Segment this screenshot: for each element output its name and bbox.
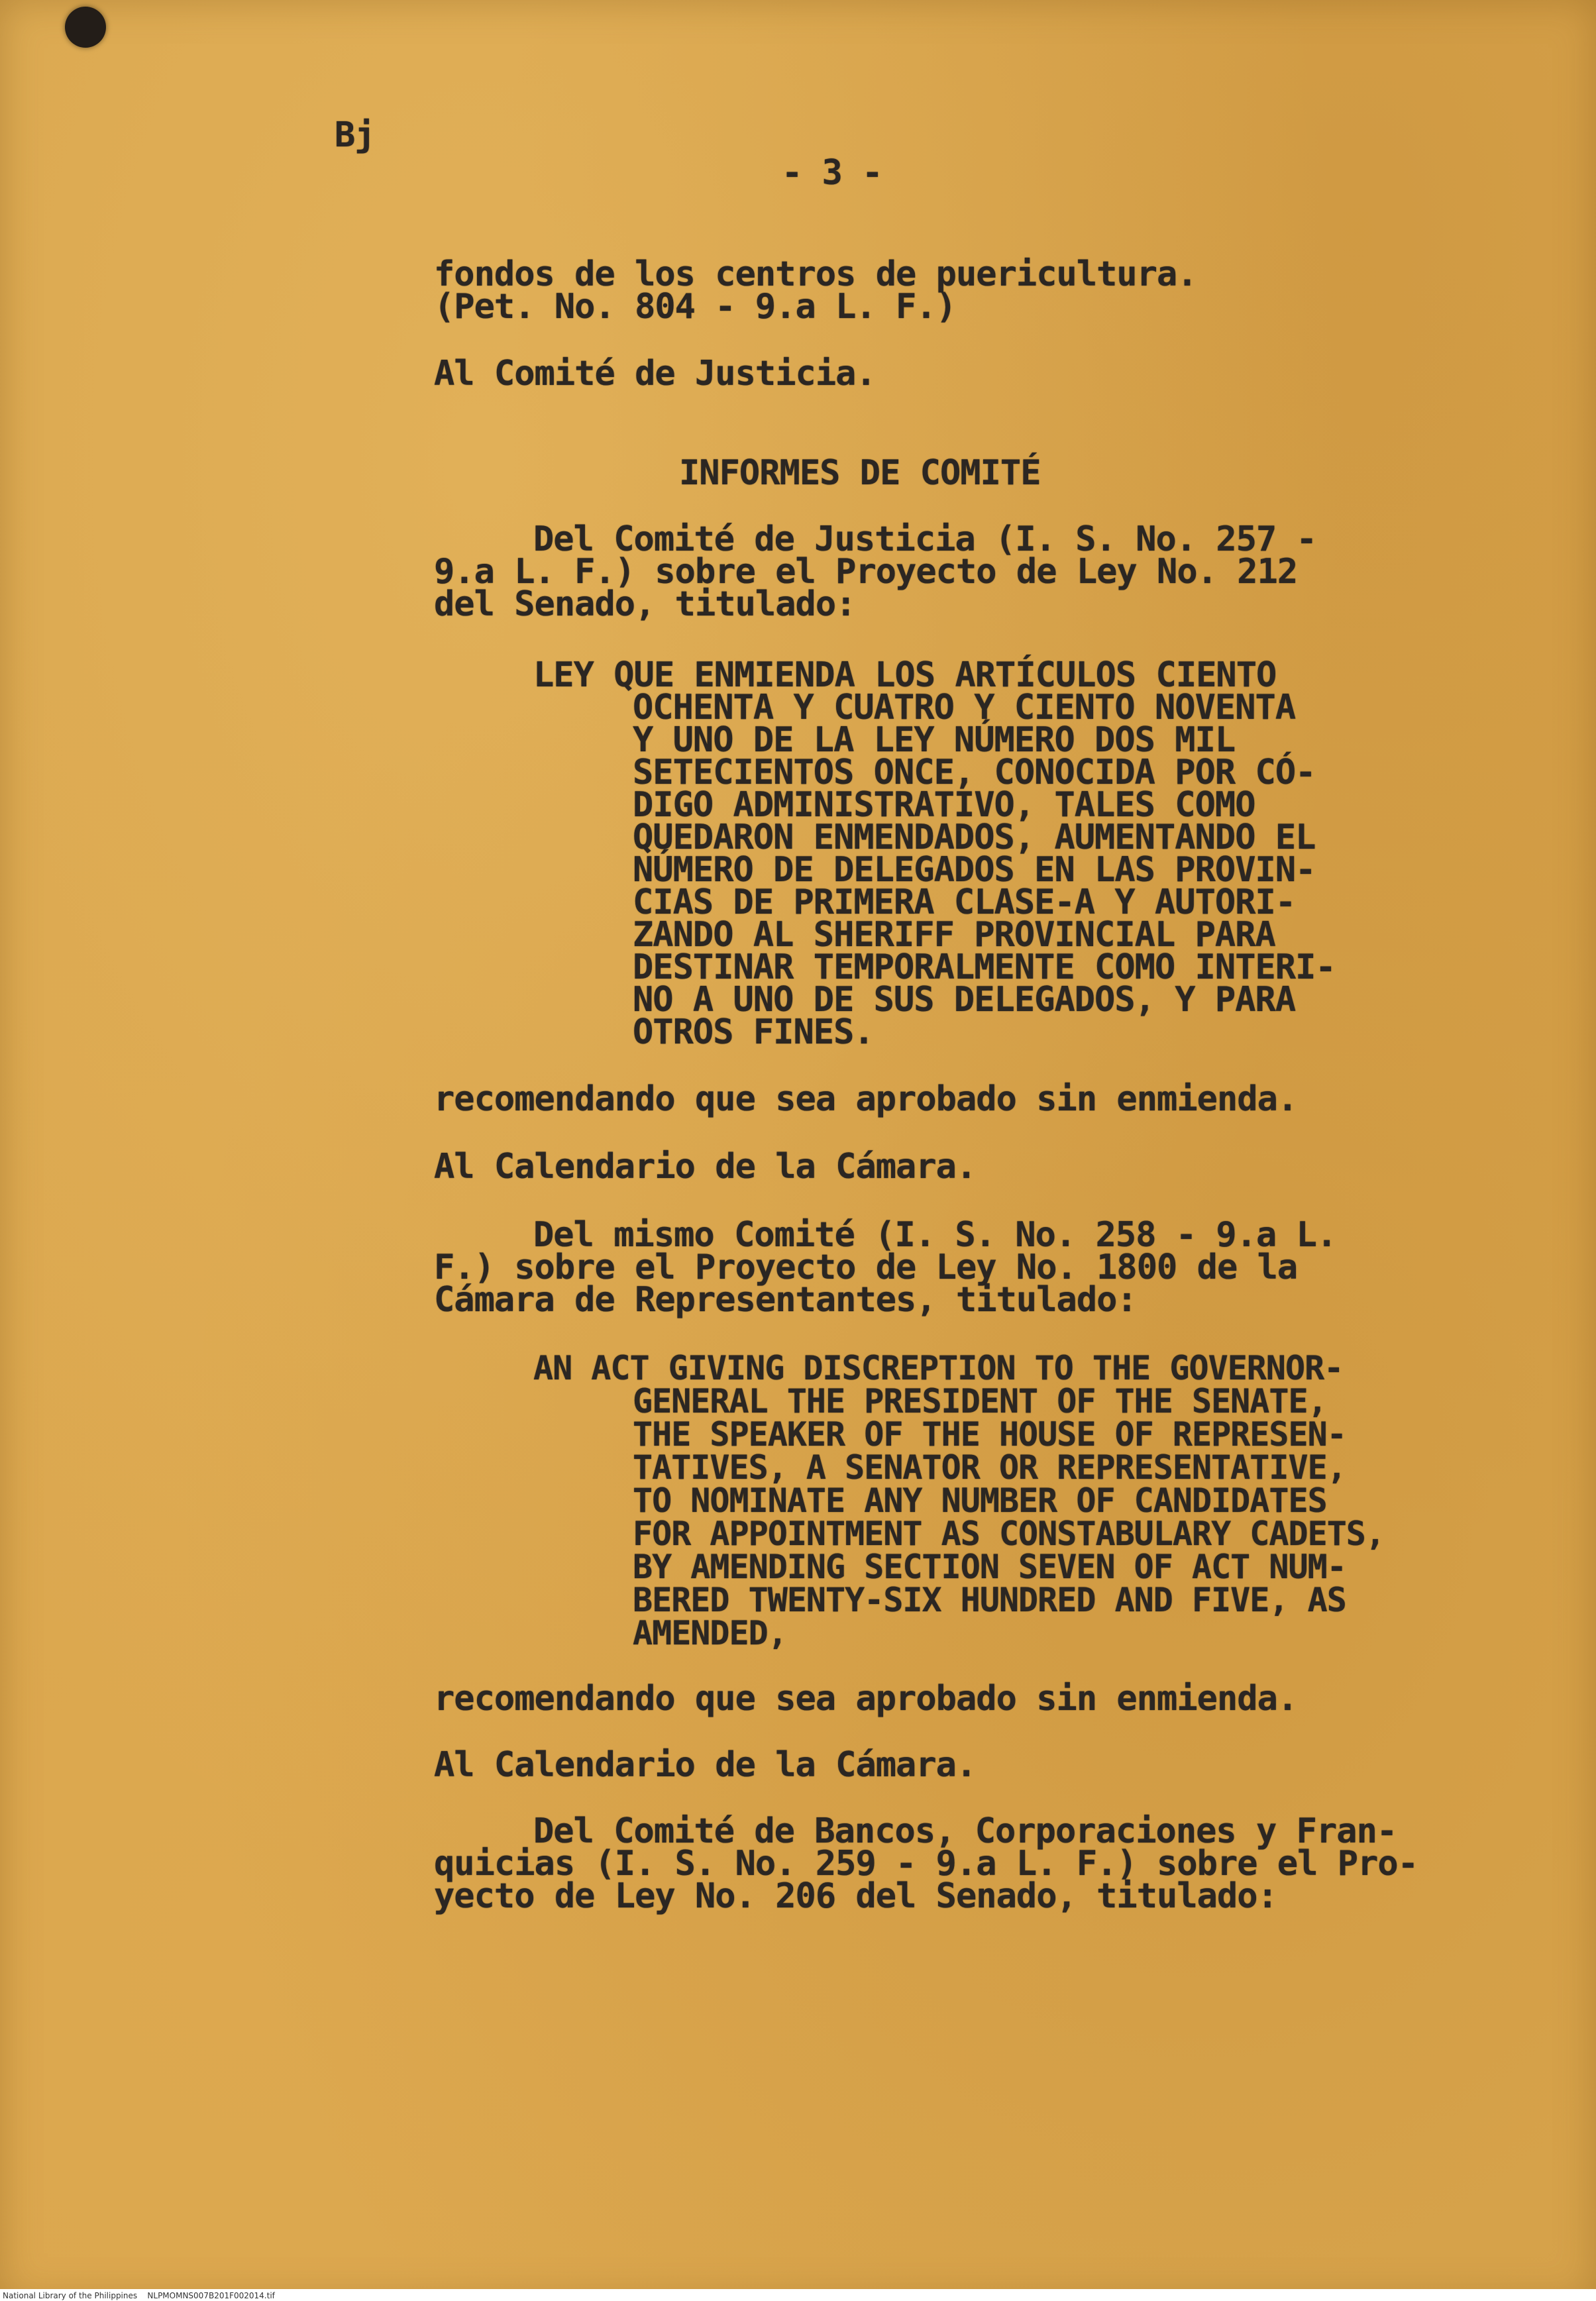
report-1-intro-line: del Senado, titulado: xyxy=(434,584,856,624)
typist-initials: Bj xyxy=(335,115,375,155)
punch-hole xyxy=(65,7,106,48)
report-1-intro-line: Del Comité de Justicia (I. S. No. 257 - xyxy=(533,519,1316,559)
report-2-bill-title-line: BY AMENDING SECTION SEVEN OF ACT NUM- xyxy=(633,1548,1346,1586)
report-2-referral: Al Calendario de la Cámara. xyxy=(434,1745,977,1785)
section-title: INFORMES DE COMITÉ xyxy=(679,453,1041,493)
report-1-bill-title-line: DIGO ADMINISTRATIVO, TALES COMO xyxy=(633,785,1255,825)
petition-line: fondos de los centros de puericultura. xyxy=(434,254,1197,294)
report-1-bill-title-line: OTROS FINES. xyxy=(633,1012,874,1052)
report-1-bill-title-line: NÚMERO DE DELEGADOS EN LAS PROVIN- xyxy=(633,850,1316,890)
report-2-bill-title-line: THE SPEAKER OF THE HOUSE OF REPRESEN- xyxy=(633,1415,1346,1454)
page-number: - 3 - xyxy=(782,153,882,193)
archive-label: National Library of the Philippines NLPMOMNS007B201F002014.tif xyxy=(3,2291,275,2300)
report-2-intro-line: Cámara de Representantes, titulado: xyxy=(434,1280,1137,1320)
report-2-bill-title-line: BERED TWENTY-SIX HUNDRED AND FIVE, AS xyxy=(633,1581,1346,1619)
report-1-bill-title-line: ZANDO AL SHERIFF PROVINCIAL PARA xyxy=(633,915,1275,955)
report-1-intro-line: 9.a L. F.) sobre el Proyecto de Ley No. 212 xyxy=(434,552,1298,592)
report-2-intro-line: F.) sobre el Proyecto de Ley No. 1800 de la xyxy=(434,1248,1298,1287)
report-1-bill-title-line: OCHENTA Y CUATRO Y CIENTO NOVENTA xyxy=(633,688,1296,727)
petition-line: (Pet. No. 804 - 9.a L. F.) xyxy=(434,287,956,327)
report-1-recommendation: recomendando que sea aprobado sin enmienda. xyxy=(434,1079,1298,1119)
report-2-recommendation: recomendando que sea aprobado sin enmienda. xyxy=(434,1679,1298,1719)
report-2-bill-title-line: FOR APPOINTMENT AS CONSTABULARY CADETS, xyxy=(633,1515,1385,1553)
petition-referral: Al Comité de Justicia. xyxy=(434,354,876,394)
report-2-bill-title-line: AMENDED, xyxy=(633,1614,787,1652)
report-1-bill-title-line: SETECIENTOS ONCE, CONOCIDA POR CÓ- xyxy=(633,753,1316,792)
report-2-bill-title-line: TO NOMINATE ANY NUMBER OF CANDIDATES xyxy=(633,1481,1327,1520)
report-2-bill-title-line: TATIVES, A SENATOR OR REPRESENTATIVE, xyxy=(633,1448,1346,1487)
report-3-intro-line: quicias (I. S. No. 259 - 9.a L. F.) sobre el Pro- xyxy=(434,1844,1418,1884)
report-1-bill-title-line: DESTINAR TEMPORALMENTE COMO INTERI- xyxy=(633,947,1336,987)
report-1-referral: Al Calendario de la Cámara. xyxy=(434,1147,977,1187)
report-2-intro-line: Del mismo Comité (I. S. No. 258 - 9.a L. xyxy=(533,1215,1337,1255)
report-1-bill-title-line: CIAS DE PRIMERA CLASE-A Y AUTORI- xyxy=(633,883,1296,922)
report-3-intro-line: Del Comité de Bancos, Corporaciones y Fran- xyxy=(533,1811,1397,1851)
report-1-bill-title-line: LEY QUE ENMIENDA LOS ARTÍCULOS CIENTO xyxy=(533,655,1277,695)
report-1-bill-title-line: Y UNO DE LA LEY NÚMERO DOS MIL xyxy=(633,720,1236,760)
report-2-bill-title-line: GENERAL THE PRESIDENT OF THE SENATE, xyxy=(633,1382,1327,1420)
report-1-bill-title-line: NO A UNO DE SUS DELEGADOS, Y PARA xyxy=(633,980,1296,1020)
archive-footer xyxy=(0,2289,1596,2301)
report-3-intro-line: yecto de Ley No. 206 del Senado, titulado: xyxy=(434,1876,1277,1916)
report-2-bill-title-line: AN ACT GIVING DISCREPTION TO THE GOVERNOR- xyxy=(533,1349,1344,1387)
report-1-bill-title-line: QUEDARON ENMENDADOS, AUMENTANDO EL xyxy=(633,818,1316,857)
